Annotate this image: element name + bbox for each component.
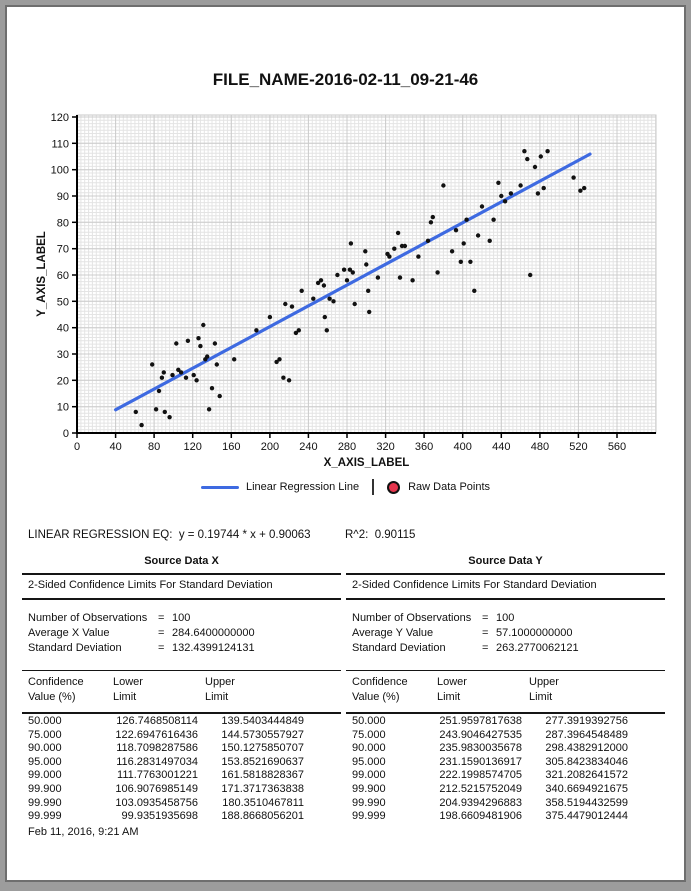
stat-row <box>28 626 341 641</box>
regression-line-swatch <box>201 486 239 489</box>
svg-text:80: 80 <box>56 217 69 230</box>
col-header-confidence: Confidence Value (%) <box>352 676 408 703</box>
confidence-table-header <box>22 675 341 705</box>
col-header-lower: Lower Limit <box>113 676 143 703</box>
equals-sign: = <box>482 642 489 654</box>
rule <box>22 573 341 575</box>
source-data-y-header: Source Data Y <box>468 555 543 567</box>
stat-label: Standard Deviation <box>352 642 446 654</box>
svg-text:60: 60 <box>56 270 69 282</box>
stat-value: 57.1000000000 <box>496 627 573 639</box>
rule <box>346 712 665 714</box>
source-data-x-column <box>22 555 341 824</box>
svg-text:90: 90 <box>56 191 69 203</box>
stat-label: Average X Value <box>28 627 110 639</box>
col-header-confidence: Confidence Value (%) <box>28 676 84 703</box>
stats-block <box>22 611 341 656</box>
col-header-lower: Lower Limit <box>437 676 467 703</box>
equals-sign: = <box>158 642 165 654</box>
equals-sign: = <box>158 627 165 639</box>
col-header-upper: Upper Limit <box>529 676 559 703</box>
table-row: 90.000 235.9830035678 298.4382912000 <box>352 742 628 755</box>
stat-row <box>352 626 665 641</box>
stat-label: Number of Observations <box>28 612 148 624</box>
stat-label: Number of Observations <box>352 612 472 624</box>
stat-value: 100 <box>172 612 191 624</box>
r2-label: R^2: <box>345 529 369 541</box>
source-data-x-header: Source Data X <box>144 555 219 567</box>
rule <box>22 712 341 714</box>
rule <box>346 670 665 671</box>
confidence-table-body <box>346 715 665 824</box>
svg-text:120: 120 <box>183 441 202 453</box>
svg-text:0: 0 <box>73 441 81 453</box>
svg-text:50: 50 <box>56 296 69 309</box>
timestamp: Feb 11, 2016, 9:21 AM <box>28 826 139 838</box>
equals-sign: = <box>482 612 489 624</box>
table-row: 99.900 106.9076985149 171.3717363838 <box>28 782 304 795</box>
table-row: 75.000 243.9046427535 287.3964548489 <box>352 728 628 741</box>
table-row: 95.000 116.2831497034 153.8521690637 <box>28 755 304 768</box>
svg-text:100: 100 <box>50 164 69 177</box>
stat-label: Standard Deviation <box>28 642 122 654</box>
stat-value: 132.4399124131 <box>172 642 255 654</box>
svg-text:70: 70 <box>56 243 69 256</box>
source-data-y-column <box>346 555 665 824</box>
table-row: 50.000 251.9597817638 277.3919392756 <box>352 715 628 727</box>
stats-block <box>346 611 665 656</box>
rule <box>22 670 341 671</box>
table-row: 50.000 126.7468508114 139.5403444849 <box>28 715 304 727</box>
rule <box>346 598 665 600</box>
svg-text:40: 40 <box>56 322 69 335</box>
stat-row <box>352 641 665 656</box>
svg-text:Y_AXIS_LABEL: Y_AXIS_LABEL <box>36 231 48 317</box>
svg-text:360: 360 <box>414 441 434 453</box>
table-row: 90.000 118.7098287586 150.1275850707 <box>28 742 304 755</box>
table-row: 99.990 204.9394296883 358.5194432599 <box>352 796 628 809</box>
svg-text:30: 30 <box>56 349 69 361</box>
stat-label: Average Y Value <box>352 627 434 639</box>
svg-text:240: 240 <box>299 441 318 453</box>
svg-text:200: 200 <box>260 441 280 453</box>
svg-text:40: 40 <box>109 441 122 453</box>
svg-text:0: 0 <box>62 428 69 440</box>
stat-row <box>28 641 341 656</box>
svg-text:520: 520 <box>569 441 588 453</box>
equals-sign: = <box>482 627 489 639</box>
table-row: 99.900 212.5215752049 340.6694921675 <box>352 782 628 795</box>
svg-text:120: 120 <box>50 112 69 124</box>
stat-value: 284.6400000000 <box>172 627 255 639</box>
confidence-table-header <box>346 675 665 705</box>
equals-sign: = <box>158 612 165 624</box>
stat-value: 263.2770062121 <box>496 642 579 654</box>
confidence-section-title: 2-Sided Confidence Limits For Standard Deviation <box>28 579 273 591</box>
stat-row <box>28 611 341 626</box>
svg-text:160: 160 <box>222 441 241 453</box>
raw-data-point-swatch <box>387 481 400 494</box>
regression-equation-row <box>28 529 668 541</box>
svg-text:20: 20 <box>56 375 69 388</box>
table-row: 95.000 231.1590136917 305.8423834046 <box>352 755 628 768</box>
legend-points-label: Raw Data Points <box>408 481 491 493</box>
rule <box>22 598 341 600</box>
page-title: FILE_NAME-2016-02-11_09-21-46 <box>212 70 479 89</box>
svg-text:10: 10 <box>56 401 69 414</box>
table-row: 75.000 122.6947616436 144.5730557927 <box>28 728 304 741</box>
confidence-table-body <box>22 715 341 824</box>
scatter-chart <box>7 105 684 477</box>
regression-eq-value: y = 0.19744 * x + 0.90063 <box>178 529 311 541</box>
svg-text:280: 280 <box>337 441 357 453</box>
legend-line-label: Linear Regression Line <box>245 481 360 493</box>
svg-text:320: 320 <box>376 441 395 453</box>
stat-row <box>352 611 665 626</box>
table-row: 99.000 222.1998574705 321.2082641572 <box>352 769 628 782</box>
svg-text:400: 400 <box>453 441 472 453</box>
legend-divider <box>372 479 374 495</box>
table-row: 99.990 103.0935458756 180.3510467811 <box>28 796 304 809</box>
table-row: 99.000 111.7763001221 161.5818828367 <box>28 769 304 782</box>
svg-text:480: 480 <box>530 441 550 453</box>
chart-legend <box>7 479 684 495</box>
rule <box>346 573 665 575</box>
col-header-upper: Upper Limit <box>205 676 235 703</box>
svg-text:X_AXIS_LABEL: X_AXIS_LABEL <box>323 457 410 469</box>
r2-value: 0.90115 <box>374 529 416 541</box>
svg-text:560: 560 <box>607 441 627 453</box>
stat-value: 100 <box>496 612 515 624</box>
report-page <box>5 5 686 882</box>
svg-text:80: 80 <box>147 441 161 453</box>
confidence-section-title: 2-Sided Confidence Limits For Standard Deviation <box>352 579 597 591</box>
table-row: 99.999 198.6609481906 375.4479012444 <box>352 810 628 823</box>
svg-text:110: 110 <box>51 138 69 151</box>
table-row: 99.999 99.9351935698 188.8668056201 <box>28 810 304 823</box>
svg-text:440: 440 <box>492 441 511 453</box>
regression-eq-label: LINEAR REGRESSION EQ: <box>28 529 173 541</box>
